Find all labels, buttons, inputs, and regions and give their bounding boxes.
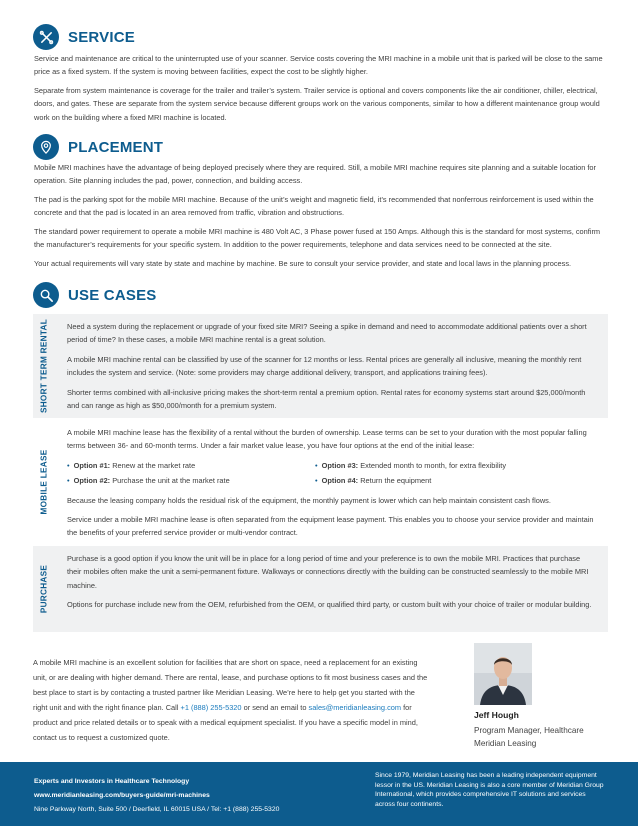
short-term-paragraph-1: Need a system during the replacement or upgrade of your fixed site MRI? Seeing a spike in demand and need to accommodate additional patients over a short period of time? In these cases, a mobile MRI machine rental is a great solution. <box>67 322 587 345</box>
short-term-paragraph-2: A mobile MRI machine rental can be classified by use of the scanner for 12 months or less. Rental prices are generally all inclusive, meaning the monthly rent includes the system and service. (Note: some providers may charge additional delivery, transport, and applications training fees). <box>67 354 582 378</box>
lease-option-3: • Option #3: Extended month to month, for extra flexibility <box>315 460 507 470</box>
footer-tagline: Experts and Investors in Healthcare Technology <box>34 778 190 785</box>
purchase-paragraph-1: Purchase is a good option if you know the unit will be in place for a long period of time and your preference is to own the mobile MRI. Practices that purchase their mobiles often make the unit a semi-permanent fixture. Walkways or connections directly with the building can be constructed seamlessly to the mobile MRI machine. <box>67 554 589 590</box>
placement-paragraph-1: Mobile MRI machines have the advantage of being deployed precisely where they are required. Still, a mobile MRI machine requires site planning and a suitable location for operation. Site planning includes the pad, power, connection, and building access. <box>34 163 597 186</box>
contact-title: Program Manager, Healthcare Meridian Leasing <box>474 726 584 748</box>
service-paragraph-1: Service and maintenance are critical to the uninterrupted use of your scanner. Service costs covering the MRI machine in a mobile unit that is parked will be close to the same price as a fixed system. If the system is moving between facilities, expect the cost to be slightly higher. <box>34 54 603 77</box>
short-term-paragraph-3: Shorter terms combined with all-inclusive pricing makes the short-term rental a premium option. Rental rates for economy systems start around $25,000/month and can range as high as $50,000/month for a premium system. <box>67 387 586 411</box>
phone-link[interactable]: +1 (888) 255-5320 <box>180 703 242 712</box>
short-term-rental-label: SHORT TERM RENTAL <box>39 318 49 414</box>
use-cases-title: USE CASES <box>68 286 157 304</box>
service-title: SERVICE <box>68 28 135 46</box>
footer <box>0 762 638 826</box>
magnifier-icon <box>33 282 59 308</box>
location-pin-icon <box>33 134 59 160</box>
footer-address: Nine Parkway North, Suite 500 / Deerfield, IL 60015 USA / Tel: +1 (888) 255-5320 <box>34 806 280 813</box>
footer-about: Since 1979, Meridian Leasing has been a leading independent equipment lessor in the US. Meridian Leasing is also a core member of Meridian Group International, which provides comprehensive IT solutions and services across four continents. <box>375 772 604 808</box>
placement-header <box>33 134 163 160</box>
closing-paragraph: A mobile MRI machine is an excellent solution for facilities that are short on space, need a replacement for an existing unit, or are dealing with higher demand. There are rental, lease, and purchase options to fit most business cases and the best place to start is by contacting a trusted partner like Meridian Leasing. We’re here to help get you started with the right unit and with the right finance plan. Call +1 (888) 255-5320 or send an email to sales@meridianleasing.com for product and price related details or to speak with a medical equipment specialist. If you have a specific model in mind, contact us to request a customized quote. <box>33 658 428 742</box>
mobile-lease-label: MOBILE LEASE <box>39 449 49 515</box>
footer-url-link[interactable]: www.meridianleasing.com/buyers-guide/mri-machines <box>34 792 210 799</box>
purchase-block <box>33 546 608 632</box>
mobile-lease-paragraph-1: Because the leasing company holds the residual risk of the equipment, the monthly payment is lower which can help maintain consistent cash flows. <box>67 495 551 505</box>
service-paragraph-2: Separate from system maintenance is coverage for the trailer and trailer’s system. Trailer service is optional and covers components like the air conditioner, chiller, electrical, doors, and gates. These are separate from the system service because different groups work on the various components, similar to how a different maintenance group would work on the building where a fixed MRI machine is located. <box>34 86 600 122</box>
use-cases-header <box>33 282 157 308</box>
lease-options-list <box>67 459 596 490</box>
lease-option-2: • Option #2: Purchase the unit at the market rate <box>67 476 230 486</box>
purchase-label: PURCHASE <box>39 564 49 614</box>
placement-title: PLACEMENT <box>68 138 164 156</box>
contact-name: Jeff Hough <box>474 710 519 720</box>
placement-paragraph-4: Your actual requirements will vary state by state and machine by machine. Be sure to consult your service provider, and state and local laws in the planning process. <box>34 259 572 268</box>
purchase-paragraph-2: Options for purchase include new from the OEM, refurbished from the OEM, or qualified third party, or custom built with your choice of trailer or modular building. <box>67 600 592 610</box>
avatar <box>474 643 532 705</box>
mobile-lease-block <box>33 420 608 544</box>
footer-contact-info <box>34 775 279 817</box>
email-link[interactable]: sales@meridianleasing.com <box>308 703 402 712</box>
placement-paragraph-2: The pad is the parking spot for the mobile MRI machine. Because of the unit’s weight and magnetic field, it’s recommended that nonferrous reinforcement is used within the concrete and that the pad is located in an area removed from traffic, vibration and obstructions. <box>34 195 594 218</box>
short-term-rental-block <box>33 314 608 418</box>
mobile-lease-paragraph-2: Service under a mobile MRI machine lease is often separated from the equipment lease payment. This enables you to choose your service provider and maintain the benefits of your preferred service provider or multi-vendor contract. <box>67 515 594 538</box>
lease-option-4: • Option #4: Return the equipment <box>315 476 432 486</box>
service-header <box>33 24 135 50</box>
lease-option-1: • Option #1: Renew at the market rate <box>67 460 196 470</box>
mobile-lease-intro: A mobile MRI machine lease has the flexibility of a rental without the burden of ownership. Lease terms can be set to your duration with the most popular falling terms between 36- and 60-month terms. Under a fair market value lease, you have four options at the end of the initial lease: <box>67 428 587 451</box>
wrench-icon <box>33 24 59 50</box>
placement-paragraph-3: The standard power requirement to operate a mobile MRI machine is 480 Volt AC, 3 Phase power fused at 150 Amps. Although this is the standard for most systems, confirm the manufacturer’s requirements for your specific system. In addition to the power requirements, telephone and data services need to be connected at the site. <box>34 227 601 250</box>
